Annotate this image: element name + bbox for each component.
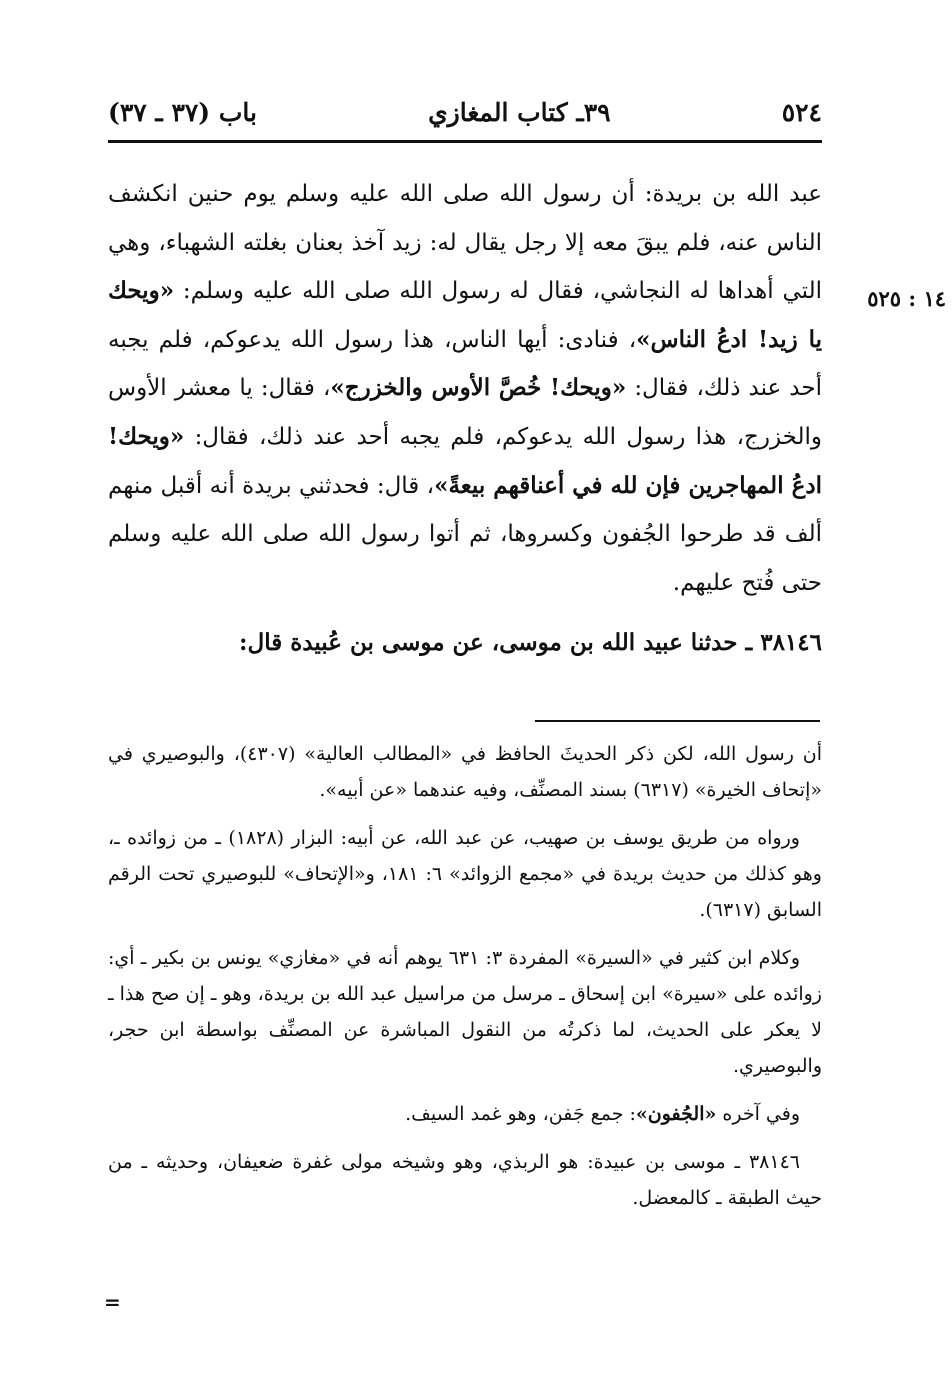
text-segment: ، فنادى: أيها الناس، هذا رسول الله يدعوكم، فلم يجبه أحد عند ذلك، فقال: bbox=[108, 326, 822, 402]
footnote-paragraph: ٣٨١٤٦ ـ موسى بن عبيدة: هو الربذي، وهو وشيخه مولى غفرة ضعيفان، وحديثه ـ من حيث الطبقة ـ كالمعضل. bbox=[108, 1151, 822, 1209]
text-segment: : جمع جَفن، وهو غمد السيف. bbox=[405, 1103, 636, 1125]
side-volume-reference: ١٤ : ٥٢٥ bbox=[867, 286, 946, 311]
footnote-paragraph: ورواه من طريق يوسف بن صهيب، عن عبد الله، عن أبيه: البزار (١٨٢٨) ـ من زوائده ـ، وهو كذلك من حديث بريدة في «مجمع الزوائد» ٦: ١٨١، و«الإتحاف» للبوصيري تحت الرقم السابق (٦٣١٧). bbox=[108, 827, 822, 921]
footnote-paragraph: أن رسول الله، لكن ذكر الحديثَ الحافظ في «المطالب العالية» (٤٣٠٧)، والبوصيري في «إتحاف الخيرة» (٦٣١٧) بسند المصنِّف، وفيه عندهما «عن أبيه». bbox=[108, 743, 822, 801]
hadith-paragraph bbox=[108, 170, 822, 607]
continuation-mark: = bbox=[104, 1290, 121, 1314]
prophetic-quote: «ويحك! خُصَّ الأوس والخزرج» bbox=[330, 374, 627, 402]
prophetic-quote: «ويحك يا زيد! ادعُ الناس» bbox=[108, 277, 822, 353]
book-title: ٣٩ـ كتاب المغازي bbox=[428, 97, 611, 127]
prophetic-quote: «ويحك! ادعُ المهاجرين فإن لله في أعناقهم بيعةً» bbox=[108, 422, 822, 499]
footnote-paragraph: وكلام ابن كثير في «السيرة» المفردة ٣: ٦٣١ يوهم أنه في «مغازي» يونس بن بكير ـ أي: زوائده على «سيرة» ابن إسحاق ـ مرسل من مراسيل عبد الله بن بريدة، وهو ـ إن صح هذا ـ لا يعكر على الحديث، لما ذكرتُه من النقول المباشرة عن المصنِّف بواسطة ابن حجر، والبوصيري. bbox=[108, 947, 822, 1077]
next-hadith-paragraph: ٣٨١٤٦ ـ حدثنا عبيد الله بن موسى، عن موسى بن عُبيدة قال: bbox=[239, 629, 822, 657]
main-text bbox=[108, 170, 822, 668]
header-divider bbox=[108, 140, 822, 143]
text-segment: وفي آخره bbox=[716, 1103, 800, 1125]
footnote-divider bbox=[535, 720, 820, 722]
footnotes bbox=[108, 736, 822, 1228]
text-segment: ، قال: فحدثني بريدة أنه أقبل منهم ألف قد طرحوا الجُفون وكسروها، ثم أتوا رسول الله صلى الله عليه وسلم حتى فُتح عليهم. bbox=[108, 472, 822, 596]
page-header bbox=[108, 92, 822, 132]
text-segment: عبد الله بن بريدة: أن رسول الله صلى الله عليه وسلم يوم حنين انكشف الناس عنه، فلم يبقَ معه إلا رجل يقال له: زيد آخذ بعنان بغلته الشهباء، وهي التي أهداها له النجاشي، فقال له رسول الله صلى الله عليه وسلم: bbox=[108, 181, 822, 305]
page-number: ٥٢٤ bbox=[781, 97, 822, 127]
chapter-label: باب (٣٧ ـ ٣٧) bbox=[108, 97, 257, 127]
footnote-paragraph bbox=[108, 1096, 822, 1132]
glossed-word: «الجُفون» bbox=[635, 1103, 717, 1125]
text-segment: ، فقال: يا معشر الأوس والخزرج، هذا رسول الله يدعوكم، فلم يجبه أحد عند ذلك، فقال: bbox=[108, 375, 823, 450]
